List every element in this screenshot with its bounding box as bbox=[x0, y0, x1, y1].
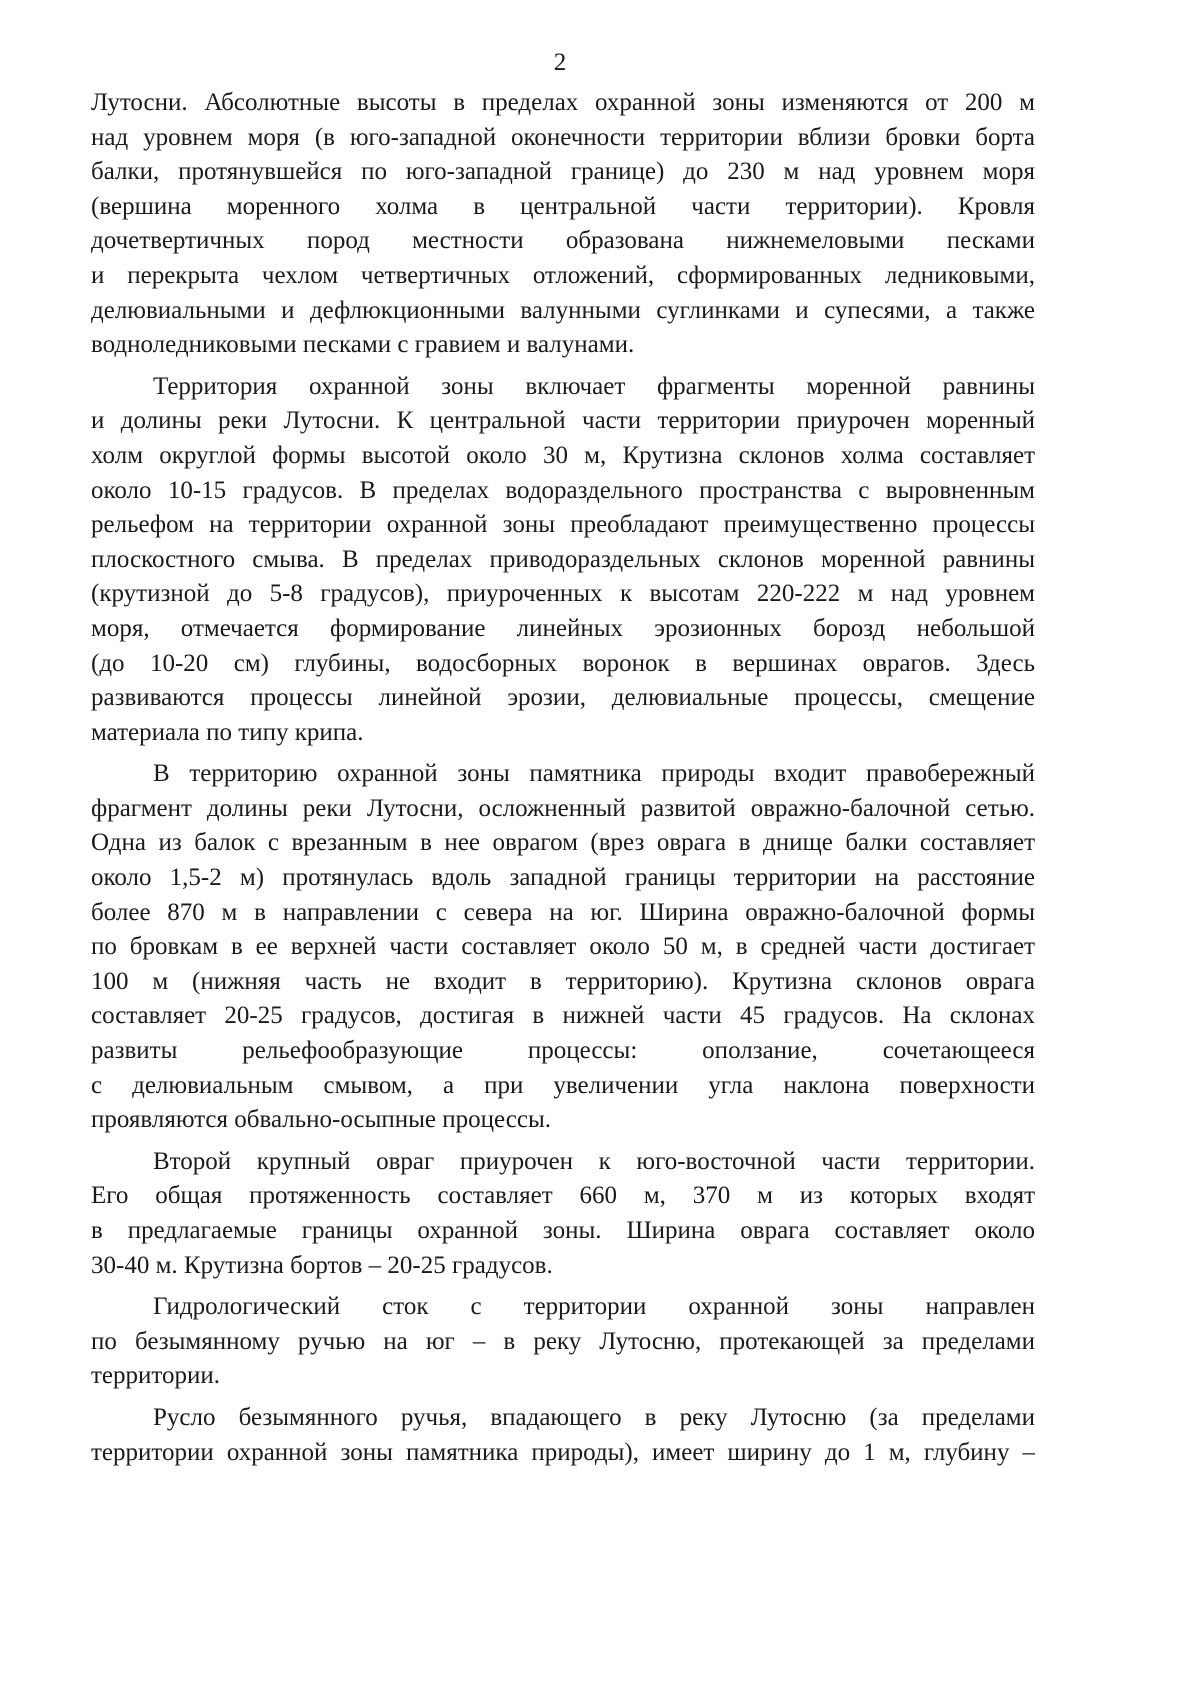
text-line: материала по типу крипа. bbox=[91, 718, 364, 746]
text-line: развиваются процессы линейной эрозии, делювиальные процессы, смещение bbox=[91, 684, 1035, 712]
text-line: около 1,5-2 м) протянулась вдоль западной границы территории на расстояние bbox=[91, 864, 1035, 892]
paragraph bbox=[91, 1145, 1035, 1283]
text-line: плоскостного смыва. В пределах приводораздельных склонов моренной равнины bbox=[91, 545, 1035, 573]
text-line: Территория охранной зоны включает фрагменты моренной равнины bbox=[153, 372, 1035, 400]
text-line: с делювиальным смывом, а при увеличении угла наклона поверхности bbox=[91, 1071, 1035, 1099]
text-line: Лутосни. Абсолютные высоты в пределах охранной зоны изменяются от 200 м bbox=[91, 89, 1035, 116]
text-line: более 870 м в направлении с севера на юг. Ширина овражно-балочной формы bbox=[91, 898, 1035, 926]
text-line: по безымянному ручью на юг – в реку Лутосню, протекающей за пределами bbox=[91, 1327, 1035, 1355]
text-line: Гидрологический сток с территории охранной зоны направлен bbox=[153, 1293, 1035, 1321]
document-body bbox=[91, 86, 1035, 1477]
paragraph bbox=[91, 1401, 1035, 1470]
paragraph bbox=[91, 757, 1035, 1138]
text-line: 30-40 м. Крутизна бортов – 20-25 градусов. bbox=[91, 1251, 553, 1279]
text-line: балки, протянувшейся по юго-западной границе) до 230 м над уровнем моря bbox=[91, 158, 1035, 186]
text-line: фрагмент долины реки Лутосни, осложненный развитой овражно-балочной сетью. bbox=[91, 794, 1035, 822]
text-line: (до 10-20 см) глубины, водосборных воронок в вершинах оврагов. Здесь bbox=[91, 649, 1035, 677]
text-line: (крутизной до 5-8 градусов), приуроченных к высотам 220-222 м над уровнем bbox=[91, 580, 1035, 608]
text-line: и перекрыта чехлом четвертичных отложений, сформированных ледниковыми, bbox=[91, 261, 1035, 289]
text-line: в предлагаемые границы охранной зоны. Ширина оврага составляет около bbox=[91, 1217, 1035, 1244]
text-line: около 10-15 градусов. В пределах водораздельного пространства с выровненным bbox=[91, 476, 1035, 504]
text-line: Одна из балок с врезанным в нее оврагом (врез оврага в днище балки составляет bbox=[91, 829, 1035, 857]
paragraph bbox=[91, 86, 1035, 363]
text-line: составляет 20-25 градусов, достигая в нижней части 45 градусов. На склонах bbox=[91, 1002, 1035, 1030]
text-line: 100 м (нижняя часть не входит в территорию). Крутизна склонов оврага bbox=[91, 967, 1035, 995]
text-line: Второй крупный овраг приурочен к юго-восточной части территории. bbox=[153, 1147, 1035, 1175]
text-line: Его общая протяженность составляет 660 м, 370 м из которых входят bbox=[91, 1182, 1035, 1210]
text-line: делювиальными и дефлюкционными валунными суглинками и супесями, а также bbox=[91, 296, 1035, 324]
text-line: территории охранной зоны памятника природы), имеет ширину до 1 м, глубину – bbox=[91, 1438, 1035, 1466]
text-line: и долины реки Лутосни. К центральной части территории приурочен моренный bbox=[91, 407, 1035, 435]
text-line: над уровнем моря (в юго-западной оконечности территории вблизи бровки борта bbox=[91, 123, 1035, 151]
text-line: проявляются обвально-осыпные процессы. bbox=[91, 1106, 551, 1134]
text-line: территории. bbox=[91, 1362, 221, 1390]
paragraph bbox=[91, 1290, 1035, 1394]
text-line: Русло безымянного ручья, впадающего в реку Лутосню (за пределами bbox=[153, 1403, 1035, 1431]
text-line: водноледниковыми песками с гравием и валунами. bbox=[91, 331, 635, 359]
text-line: развиты рельефообразующие процессы: оползание, сочетающееся bbox=[91, 1037, 1035, 1065]
text-line: дочетвертичных пород местности образована нижнемеловыми песками bbox=[91, 227, 1035, 255]
page-number: 2 bbox=[553, 49, 567, 76]
text-line: по бровкам в ее верхней части составляет около 50 м, в средней части достигает bbox=[91, 933, 1035, 961]
text-line: рельефом на территории охранной зоны преобладают преимущественно процессы bbox=[91, 511, 1035, 539]
paragraph bbox=[91, 370, 1035, 751]
text-line: В территорию охранной зоны памятника природы входит правобережный bbox=[153, 760, 1035, 788]
text-line: холм округлой формы высотой около 30 м, Крутизна склонов холма составляет bbox=[91, 441, 1035, 469]
text-line: (вершина моренного холма в центральной части территории). Кровля bbox=[91, 192, 1035, 220]
text-line: моря, отмечается формирование линейных эрозионных борозд небольшой bbox=[91, 614, 1035, 642]
